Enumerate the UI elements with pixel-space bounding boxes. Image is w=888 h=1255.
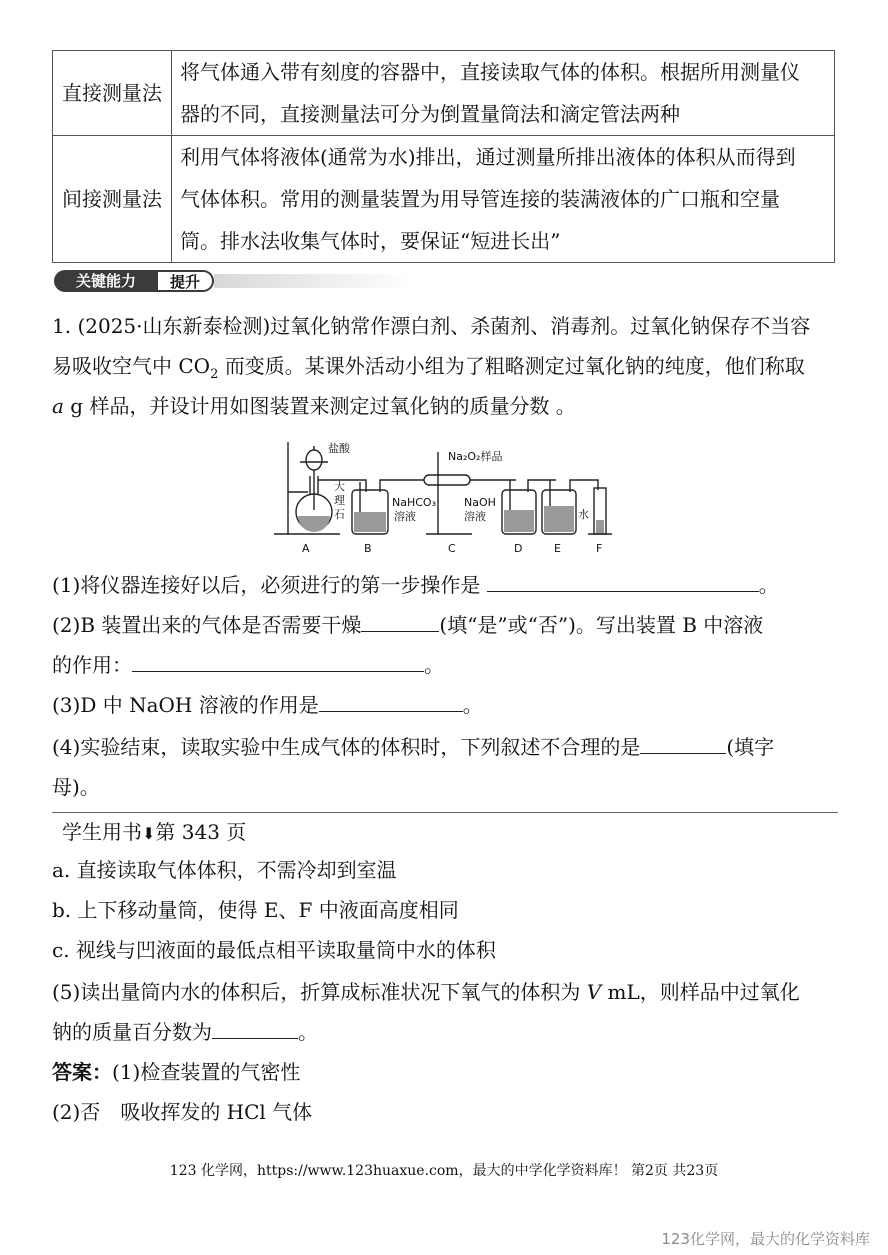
label-naoh: 溶液 [464,510,486,523]
text: 。 [424,653,444,677]
sub-question [52,727,774,767]
method-name: 直接测量法 [53,51,172,136]
label-nahco3: NaHCO₃ [392,496,436,509]
table-row [53,51,835,136]
label-letter: B [364,542,372,555]
answer-block [52,1052,300,1092]
text: mL，则样品中过氧化 [601,980,800,1004]
question-intro-line: 1. (2025·山东新泰检测)过氧化钠常作漂白剂、杀菌剂、消毒剂。过氧化钠保存不当容 [52,314,811,338]
subscript: 2 [210,367,219,382]
text: g 样品，并设计用如图装置来测定过氧化钠的质量分数 。 [63,394,576,418]
book-reference [62,812,246,854]
sub-question [52,972,800,1012]
text: (1)检查装置的气密性 [112,1060,301,1084]
label-letter: F [596,542,603,555]
text: 而变质。某课外活动小组为了粗略测定过氧化钠的纯度，他们称取 [218,354,805,378]
text: (填字 [726,735,775,759]
answer-blank[interactable] [319,687,463,712]
method-name: 间接测量法 [53,136,172,263]
description-line: 将气体通入带有刻度的容器中，直接读取气体的体积。根据所用测量仪 [180,60,800,84]
answer-blank[interactable] [132,647,424,672]
label-hcl: 盐酸 [328,442,350,455]
section-banner [54,268,414,294]
arrow-down-icon: ⬇ [142,824,156,843]
label-marble: 石 [334,508,345,521]
answer-label: 答案： [52,1060,112,1084]
page-footer: 123 化学网，https://www.123huaxue.com，最大的中学化学资料库！ 第2页 共23页 [169,1163,719,1179]
answer-line: (2)否 吸收挥发的 HCl 气体 [52,1100,313,1124]
text: (填“是”或“否”)。写出装置 B 中溶液 [439,613,764,637]
label-nahco3: 溶液 [394,510,416,523]
label-letter: A [302,542,310,555]
variable: a [52,394,64,418]
question-intro-line [52,386,576,426]
watermark: 123化学网，最大的化学资料库 [661,1230,870,1248]
text: 钠的质量百分数为 [52,1020,212,1044]
description-line: 气体体积。常用的测量装置为用导管连接的装满液体的广口瓶和空量 [180,187,780,211]
answer-blank[interactable] [487,567,759,592]
sub-question [52,1012,318,1052]
label-letter: C [448,542,456,555]
option-a: a. 直接读取气体体积，不需冷却到室温 [52,858,397,882]
text: (5)读出量筒内水的体积后，折算成标准状况下氧气的体积为 [52,980,587,1004]
label-marble: 大 [334,480,345,493]
banner-decoration [214,274,414,288]
description-line: 筒。排水法收集气体时，要保证“短进长出” [180,229,561,253]
label-water: 水 [578,508,589,521]
apparatus-diagram [270,432,630,557]
answer-blank[interactable] [361,607,439,632]
text: (1)将仪器连接好以后，必须进行的第一步操作是 [52,573,481,597]
text: (2)B 装置出来的气体是否需要干燥 [52,613,362,637]
label-na2o2: Na₂O₂样品 [448,450,503,463]
sub-question [52,605,763,645]
description-line: 利用气体将液体(通常为水)排出，通过测量所排出液体的体积从而得到 [180,145,796,169]
answer-blank[interactable] [212,1014,298,1039]
table-row [53,136,835,263]
text: (4)实验结束，读取实验中生成气体的体积时，下列叙述不合理的是 [52,735,641,759]
label-letter: E [554,542,561,555]
label-marble: 理 [334,494,345,507]
answer-blank[interactable] [640,729,726,754]
text: 第 343 页 [155,820,247,844]
description-line: 器的不同，直接测量法可分为倒置量筒法和滴定管法两种 [180,102,680,126]
sub-question [52,565,779,605]
section-label-light: 提升 [158,270,214,292]
sub-question [52,645,444,685]
sub-question: 母)。 [52,775,100,799]
text: 。 [462,693,483,717]
method-table [52,50,835,263]
variable: V [586,980,602,1004]
text: (3)D 中 NaOH 溶液的作用是 [52,693,319,717]
text: 学生用书 [62,820,142,844]
text: 。 [298,1020,318,1044]
option-c: c. 视线与凹液面的最低点相平读取量筒中水的体积 [52,938,496,962]
label-naoh: NaOH [464,496,496,509]
method-description [172,136,835,263]
text: 易吸收空气中 CO [52,354,211,378]
label-letter: D [514,542,523,555]
text: 。 [758,573,779,597]
sub-question [52,685,483,725]
text: 的作用： [52,653,132,677]
option-b: b. 上下移动量筒，使得 E、F 中液面高度相同 [52,898,459,922]
method-description [172,51,835,136]
section-label-dark: 关键能力 [54,270,158,292]
